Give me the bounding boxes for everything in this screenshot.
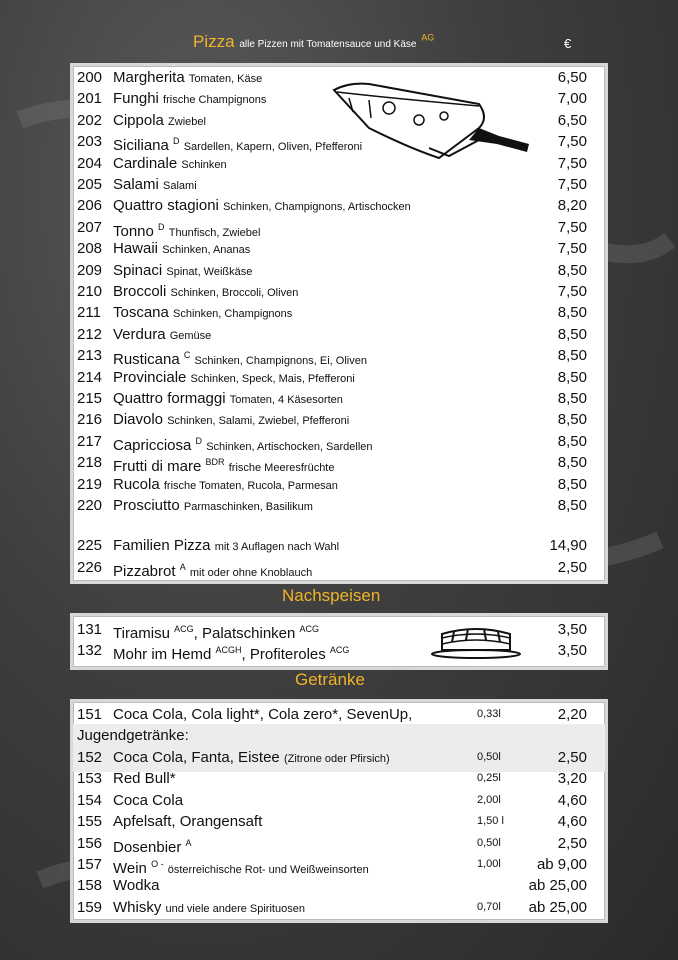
desserts-title: Nachspeisen [282,586,381,605]
item-name-group [113,388,343,411]
menu-item-row [73,153,605,174]
item-price: 8,50 [557,347,587,365]
item-price: 7,50 [557,133,587,151]
menu-item-row [73,388,605,409]
item-name: Funghi [113,90,159,108]
pizza-allergens: AG [421,32,435,43]
item-allergens: A [179,562,186,572]
drinks-title: Getränke [295,670,365,689]
menu-item-row [73,281,605,302]
item-price: 7,50 [557,218,587,236]
item-description: Gemüse [169,329,212,342]
item-price: ab 25,00 [528,898,587,916]
item-name: Frutti di mare [113,458,202,476]
item-number: 132 [77,642,103,659]
item-name: , Palatschinken [193,625,296,642]
item-number: 212 [77,325,103,343]
menu-item-row [73,790,605,811]
item-name-group [113,174,197,197]
item-description: Schinken, Champignons, Ei, Oliven [194,355,367,368]
item-description: frische Champignons [163,94,267,107]
item-description: österreichische Rot- und Weißweinsorten [167,864,369,876]
item-description: und viele andere Spirituosen [165,902,305,915]
item-name: Familien Pizza [113,537,211,554]
item-name: Rusticana [113,351,180,369]
item-name: Toscana [113,304,169,322]
item-description: Schinken, Speck, Mais, Pfefferoni [190,372,355,385]
item-number: 206 [77,197,103,215]
pizza-section-header [193,32,434,52]
item-price: 8,50 [557,261,587,279]
item-number: 151 [77,706,103,723]
item-number: 205 [77,176,103,193]
item-number: 156 [77,834,103,852]
menu-item-row [73,195,605,216]
item-description: Parmaschinken, Basilikum [183,501,313,513]
item-name: Siciliana [113,137,169,155]
item-name-group [113,88,266,111]
item-description: Spinat, Weißkäse [166,265,253,278]
item-number: 157 [77,856,103,873]
item-price: ab 25,00 [528,877,587,895]
menu-item-row [73,367,605,388]
item-name-group [113,557,312,584]
menu-item-row [73,345,605,369]
dessert-row [73,619,605,640]
item-name-group [113,875,159,896]
drink-row [73,704,605,725]
item-description: Sardellen, Kapern, Oliven, Pfefferoni [183,141,363,154]
item-price: 4,60 [557,813,587,831]
item-description: Salami [163,180,197,192]
menu-item-row [73,431,605,452]
item-name-group [113,302,292,325]
item-price: 8,50 [557,390,587,407]
item-price: 7,50 [557,283,587,300]
item-volume: 1,00l [477,858,501,870]
item-number: 154 [77,791,103,809]
item-allergens: ACG [299,624,320,634]
item-description: Schinken [181,158,227,171]
item-name: Verdura [113,325,166,343]
item-name-group [113,811,262,832]
item-name-group [113,67,262,90]
item-number: 201 [77,90,103,108]
item-allergens: O - [151,859,164,869]
item-description: mit oder ohne Knoblauch [189,567,313,579]
item-number: 209 [77,261,103,279]
menu-item-row [73,833,605,854]
item-description: Schinken, Salami, Zwiebel, Pfefferoni [167,415,350,428]
item-name: Broccoli [113,283,167,300]
pizza-subtitle: alle Pizzen mit Tomatensauce und Käse [239,39,417,50]
item-name: Wein [113,860,147,877]
item-name: Diavolo [113,411,164,429]
item-volume: 1,50 l [477,815,504,828]
item-name: Quattro formaggi [113,390,226,407]
item-allergens: D [173,136,180,147]
item-price: 8,50 [557,411,587,429]
item-name: Provinciale [113,368,187,386]
item-price: 8,50 [557,432,587,450]
item-price: 3,50 [557,642,587,659]
item-price: 8,50 [557,475,587,493]
item-number: 207 [77,218,103,236]
item-number: 131 [77,621,103,638]
item-name-group [113,324,211,347]
pizza-menu-panel [70,63,608,584]
item-price: 8,50 [557,304,587,322]
youth-drinks-heading: Jugendgetränke: [77,727,189,744]
item-name: Coca Cola [113,791,184,809]
item-price: 3,20 [557,770,587,788]
drinks-menu-panel [70,699,608,923]
item-number: 159 [77,898,103,916]
item-volume: 2,00l [477,793,501,806]
menu-item-row [73,535,605,556]
desserts-menu-panel [70,613,608,670]
item-number: 216 [77,411,103,429]
menu-item-row [73,768,605,789]
item-number: 208 [77,240,103,258]
item-name: Quattro stagioni [113,197,219,215]
item-number: 219 [77,475,103,493]
item-name-group [113,367,355,390]
item-allergens: A [185,837,192,848]
item-number: 152 [77,749,103,766]
menu-item-row [73,747,605,768]
item-number: 213 [77,347,103,365]
item-description: Zwiebel [168,115,206,128]
menu-item-row [73,875,605,896]
menu-item-row [73,131,605,155]
item-volume: 0,50l [477,751,501,763]
item-name-group [113,535,339,558]
item-description: Tomaten, 4 Käsesorten [229,394,343,406]
item-name: Mohr im Hemd [113,646,212,663]
item-price: 7,50 [557,240,587,258]
item-price: 2,50 [557,834,587,852]
item-name: Tonno [113,222,154,240]
item-allergens: BDR [205,457,225,468]
item-description: Schinken, Broccoli, Oliven [170,287,299,299]
item-description: Schinken, Champignons, Artischocken [223,201,411,214]
item-number: 200 [77,69,103,86]
item-name-group [113,640,349,665]
item-price: ab 9,00 [536,856,587,873]
item-name-group [113,260,252,283]
item-price: 8,20 [557,197,587,215]
menu-item-row [73,495,605,516]
menu-item-row [73,174,605,195]
menu-item-row [73,811,605,832]
item-name-group [113,195,411,218]
item-number: 153 [77,770,103,788]
item-number: 210 [77,283,103,300]
menu-item-row [73,67,605,88]
item-number: 158 [77,877,103,895]
item-name-group [113,747,390,770]
item-number: 204 [77,154,103,172]
item-description: Schinken, Ananas [162,244,251,257]
item-name: Coca Cola, Fanta, Eistee [113,749,280,766]
item-name: Prosciutto [113,497,180,514]
item-volume: 0,33l [477,708,501,720]
item-name: , Profiteroles [241,646,326,663]
menu-item-row [73,88,605,109]
item-name-group [113,238,250,261]
item-name-group [113,495,313,518]
item-allergens: ACGH [215,645,242,655]
item-name: Hawaii [113,240,159,258]
item-name: Dosenbier [113,838,182,856]
item-volume: 0,50l [477,836,501,849]
item-allergens: C [183,350,191,361]
menu-item-row [73,452,605,476]
item-name-group [113,409,349,432]
item-number: 211 [77,304,101,322]
item-price: 3,50 [557,621,587,638]
item-price: 14,90 [549,537,587,554]
menu-item-row [73,217,605,238]
item-name: Whisky [113,898,162,916]
menu-item-row [73,557,605,578]
item-name: Pizzabrot [113,563,176,580]
item-price: 6,50 [557,111,587,129]
menu-item-row [73,238,605,259]
item-name: Wodka [113,877,160,895]
item-price: 2,20 [557,706,587,723]
item-allergens: ACG [174,624,194,634]
item-name: Rucola [113,475,160,493]
item-name: Red Bull* [113,770,176,788]
item-name: Salami [113,176,159,193]
item-name-group [113,474,338,497]
item-description: frische Meeresfrüchte [228,462,335,475]
item-number: 217 [77,432,103,450]
item-price: 4,60 [557,791,587,809]
item-name: Cardinale [113,154,178,172]
item-name-group [113,153,227,176]
item-description: Thunfisch, Zwiebel [168,226,261,239]
item-price: 7,50 [557,154,587,172]
item-number: 203 [77,133,103,151]
item-name-group [113,281,298,304]
item-price: 8,50 [557,325,587,343]
item-allergens: D [195,435,203,446]
item-price: 2,50 [557,559,587,576]
menu-item-row [73,324,605,345]
item-description: mit 3 Auflagen nach Wahl [214,541,340,553]
item-name-group [113,110,206,133]
item-price: 6,50 [557,69,587,86]
item-name-group [113,768,176,789]
item-number: 202 [77,111,103,129]
dessert-row [73,640,605,661]
item-name: Spinaci [113,261,163,279]
menu-item-row [73,302,605,323]
item-description: Schinken, Artischocken, Sardellen [206,440,373,453]
item-description: (Zitrone oder Pfirsich) [283,753,390,765]
menu-item-row [73,409,605,430]
item-number: 226 [77,559,103,576]
item-price: 2,50 [557,749,587,766]
item-name: Capricciosa [113,436,192,454]
item-price: 8,50 [557,454,587,472]
menu-item-row [73,474,605,495]
item-price: 7,50 [557,176,587,193]
item-number: 214 [77,368,103,386]
item-allergens: D [158,221,165,232]
item-number: 215 [77,390,103,407]
item-description: Tomaten, Käse [188,73,263,85]
item-number: 225 [77,537,103,554]
item-name: Coca Cola, Cola light*, Cola zero*, SevenUp, [113,706,413,723]
item-volume: 0,25l [477,772,501,785]
item-name-group [113,897,305,920]
menu-item-row [73,897,605,918]
item-description: Schinken, Champignons [173,308,293,321]
item-volume: 0,70l [477,900,501,913]
item-price: 8,50 [557,497,587,514]
item-number: 155 [77,813,103,831]
item-name: Apfelsaft, Orangensaft [113,813,263,831]
item-number: 218 [77,454,103,472]
item-description: frische Tomaten, Rucola, Parmesan [163,479,338,492]
item-name: Margherita [113,69,185,86]
item-name: Tiramisu [113,625,170,642]
menu-item-row [73,110,605,131]
menu-item-row [73,854,605,875]
currency-label: € [564,36,572,51]
item-name-group [113,790,183,811]
item-price: 7,00 [557,90,587,108]
item-allergens: ACG [329,645,350,655]
menu-item-row [73,260,605,281]
pizza-title: Pizza [193,32,235,51]
item-price: 8,50 [557,368,587,386]
item-name: Cippola [113,111,164,129]
item-number: 220 [77,497,103,514]
